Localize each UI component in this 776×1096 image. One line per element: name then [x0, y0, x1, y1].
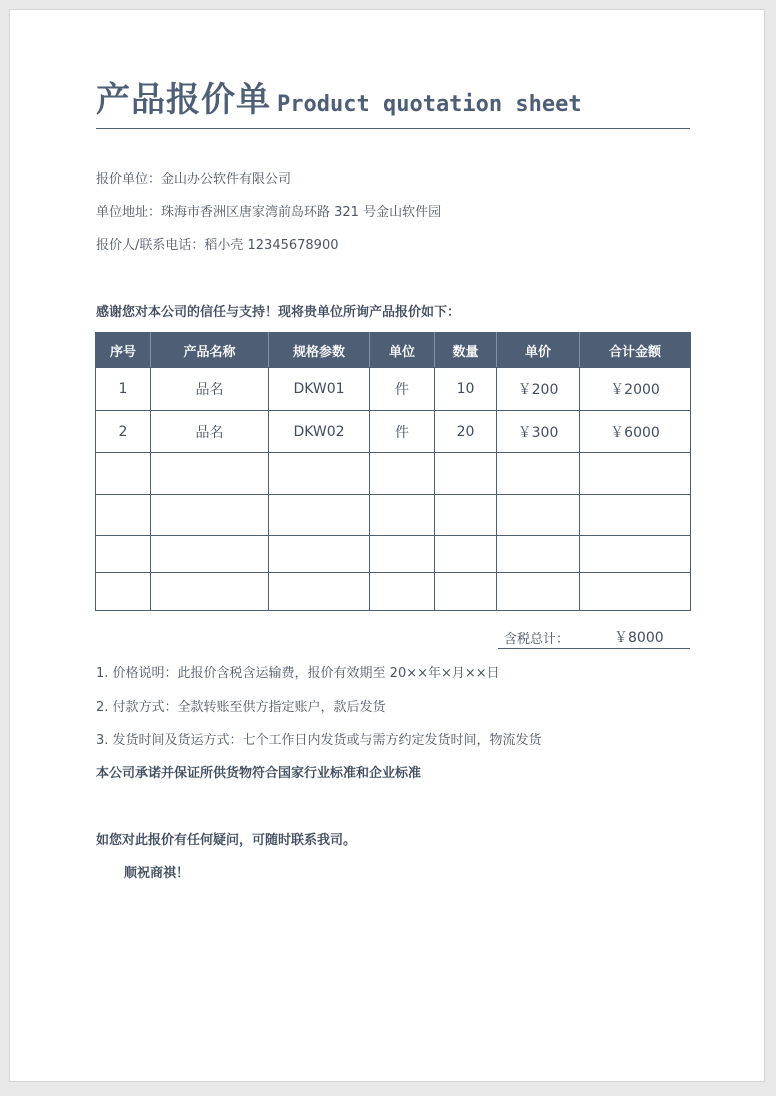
- table-cell: 2: [96, 411, 151, 453]
- table-cell: 品名: [151, 411, 269, 453]
- table-cell: [497, 573, 580, 611]
- table-cell: DKW02: [269, 411, 370, 453]
- table-cell: ￥300: [497, 411, 580, 453]
- address-line: 单位地址：珠海市香洲区唐家湾前岛环路 321 号金山软件园: [96, 205, 442, 220]
- intro-text: 感谢您对本公司的信任与支持！现将贵单位所询产品报价如下：: [96, 305, 461, 320]
- table-cell: 20: [435, 411, 497, 453]
- table-cell: [580, 573, 691, 611]
- table-cell: 1: [96, 368, 151, 411]
- document-page: [9, 9, 765, 1082]
- header-product-name: 产品名称: [151, 333, 269, 368]
- table-cell: [370, 453, 435, 495]
- table-row: [96, 368, 691, 411]
- header-unit: 单位: [370, 333, 435, 368]
- table-cell: [370, 495, 435, 536]
- note-payment: 2. 付款方式：全款转账至供方指定账户，款后发货: [96, 700, 386, 715]
- table-cell: [580, 495, 691, 536]
- title-divider: [96, 128, 690, 129]
- table-cell: [96, 536, 151, 573]
- table-cell: [269, 573, 370, 611]
- header-quantity: 数量: [435, 333, 497, 368]
- table-cell: [96, 453, 151, 495]
- table-cell: 件: [370, 411, 435, 453]
- table-cell: [96, 573, 151, 611]
- header-index: 序号: [96, 333, 151, 368]
- tax-total-row: [498, 626, 690, 649]
- title-chinese: 产品报价单: [96, 80, 271, 120]
- table-cell: [269, 453, 370, 495]
- table-cell: [151, 495, 269, 536]
- table-cell: 件: [370, 368, 435, 411]
- table-cell: [497, 536, 580, 573]
- table-header-row: [96, 333, 691, 368]
- tax-total-label: 含税总计：: [504, 632, 570, 647]
- table-cell: [96, 495, 151, 536]
- table-cell: [269, 495, 370, 536]
- table-cell: ￥2000: [580, 368, 691, 411]
- table-cell: [497, 453, 580, 495]
- header-spec: 规格参数: [269, 333, 370, 368]
- tax-total-value: ￥8000: [614, 630, 664, 646]
- table-cell: [580, 536, 691, 573]
- header-total-amount: 合计金额: [580, 333, 691, 368]
- table-cell: [151, 573, 269, 611]
- table-cell: [151, 536, 269, 573]
- table-cell: [370, 573, 435, 611]
- table-cell: [370, 536, 435, 573]
- table-cell: [435, 453, 497, 495]
- header-unit-price: 单价: [497, 333, 580, 368]
- company-line: 报价单位：金山办公软件有限公司: [96, 172, 292, 187]
- table-row: [96, 495, 691, 536]
- commitment-text: 本公司承诺并保证所供货物符合国家行业标准和企业标准: [96, 766, 422, 781]
- table-cell: [269, 536, 370, 573]
- document-title: [96, 72, 582, 121]
- table-cell: 10: [435, 368, 497, 411]
- table-cell: 品名: [151, 368, 269, 411]
- table-cell: [497, 495, 580, 536]
- regards-text: 顺祝商祺！: [124, 866, 190, 881]
- contact-line: 报价人/联系电话：稻小壳 12345678900: [96, 238, 339, 253]
- table-row: [96, 536, 691, 573]
- table-cell: ￥6000: [580, 411, 691, 453]
- title-english: Product quotation sheet: [277, 92, 582, 117]
- table-cell: ￥200: [497, 368, 580, 411]
- table-row: [96, 453, 691, 495]
- table-cell: [151, 453, 269, 495]
- table-cell: [435, 495, 497, 536]
- note-price: 1. 价格说明：此报价含税含运输费，报价有效期至 20××年×月××日: [96, 666, 500, 681]
- table-cell: [435, 573, 497, 611]
- table-cell: [435, 536, 497, 573]
- table-row: [96, 573, 691, 611]
- table-cell: [580, 453, 691, 495]
- closing-text: 如您对此报价有任何疑问，可随时联系我司。: [96, 833, 357, 848]
- quotation-table: [95, 332, 691, 611]
- note-delivery: 3. 发货时间及货运方式：七个工作日内发货或与需方约定发货时间，物流发货: [96, 733, 542, 748]
- table-cell: DKW01: [269, 368, 370, 411]
- table-row: [96, 411, 691, 453]
